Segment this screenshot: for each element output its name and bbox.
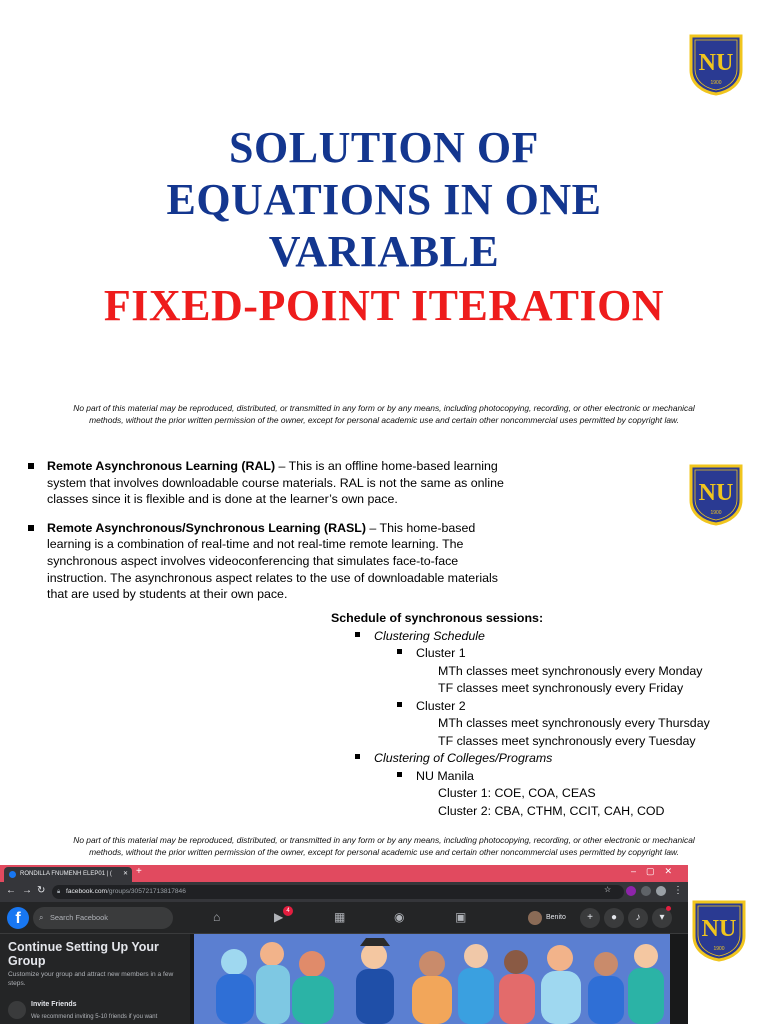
nu-logo: [687, 462, 745, 526]
messenger-icon[interactable]: ●: [604, 908, 624, 928]
gaming-icon[interactable]: ▣: [455, 910, 467, 924]
search-placeholder: Search Facebook: [50, 913, 108, 922]
schedule-detail: TF classes meet synchronously every Tuesday: [438, 733, 696, 748]
notifications-icon[interactable]: ♪: [628, 908, 648, 928]
title-line-3: VARIABLE: [268, 227, 500, 276]
logo-year: 1900: [713, 946, 725, 952]
logo-letters: NU: [701, 916, 737, 942]
nu-logo: [687, 32, 745, 96]
disclaimer-line-1: No part of this material may be reproduced, distributed, or transmitted in any form or by any means, including photocopying, recording, or other electronic or mechanical: [73, 403, 695, 413]
avatar: [528, 911, 542, 925]
window-controls[interactable]: –▢✕: [630, 866, 682, 876]
schedule-detail: MTh classes meet synchronously every Thursday: [438, 716, 710, 730]
groups-icon[interactable]: ◉: [394, 910, 405, 924]
bullet-term: Remote Asynchronous/Synchronous Learning (RASL): [47, 520, 366, 535]
profile-chip[interactable]: [528, 910, 566, 926]
notification-badge: 4: [283, 906, 293, 916]
schedule-item: Clustering of Colleges/Programs: [355, 750, 552, 767]
slide-title: [0, 122, 768, 334]
schedule-item: Cluster 2: [397, 698, 466, 715]
schedule-detail: MTh classes meet synchronously every Monday: [438, 663, 703, 678]
title-slide: [0, 0, 768, 432]
watch-icon[interactable]: ▶: [274, 910, 284, 924]
people-illustration-icon: [194, 934, 670, 1024]
square-bullet-icon: [355, 632, 360, 637]
new-tab-icon[interactable]: +: [136, 866, 142, 877]
bookmark-star-icon[interactable]: ☆: [604, 885, 612, 894]
square-bullet-icon: [355, 754, 360, 759]
invite-friends-icon[interactable]: [8, 1001, 26, 1019]
invite-friends-title[interactable]: Invite Friends: [31, 1001, 77, 1008]
square-bullet-icon: [397, 772, 402, 777]
create-icon[interactable]: +: [580, 908, 600, 928]
list-item: [28, 458, 512, 508]
facebook-favicon-icon: [9, 871, 16, 878]
browser-screenshot: [0, 865, 688, 1024]
reload-icon[interactable]: ↻: [37, 885, 46, 896]
title-line-2: EQUATIONS IN ONE: [166, 175, 602, 224]
schedule-detail: Cluster 1: COE, COA, CEAS: [438, 786, 596, 800]
panel-title: Continue Setting Up Your Group: [8, 940, 159, 968]
search-input[interactable]: [33, 907, 173, 929]
nu-shield-icon: [687, 462, 745, 526]
home-icon[interactable]: ⌂: [213, 910, 221, 924]
address-bar[interactable]: [52, 885, 624, 899]
puzzle-icon[interactable]: [641, 886, 651, 896]
facebook-logo-icon[interactable]: f: [7, 907, 29, 929]
nu-shield-icon: [690, 898, 748, 962]
logo-letters: NU: [698, 480, 734, 506]
extension-icon[interactable]: [626, 886, 636, 896]
disclaimer-line-1: No part of this material may be reproduced, distributed, or transmitted in any form or by any means, including photocopying, recording, or other electronic or mechanical: [73, 835, 695, 845]
square-bullet-icon: [28, 463, 34, 469]
search-icon: ⌕: [39, 913, 44, 922]
group-cover-image: [194, 934, 670, 1024]
learning-modes-slide: [0, 432, 768, 864]
copyright-disclaimer: [40, 402, 728, 426]
account-menu-icon[interactable]: ▾: [652, 908, 672, 928]
schedule-detail: Cluster 2: CBA, CTHM, CCIT, CAH, COD: [438, 803, 665, 818]
profile-icon[interactable]: [656, 886, 666, 896]
invite-friends-subtitle: We recommend inviting 5-10 friends if you want: [31, 1014, 158, 1020]
square-bullet-icon: [28, 525, 34, 531]
browser-tab[interactable]: [4, 867, 132, 882]
square-bullet-icon: [397, 649, 402, 654]
nu-logo: [690, 898, 748, 962]
browser-tab-bar: [0, 865, 688, 882]
bullet-term: Remote Asynchronous Learning (RAL): [47, 459, 276, 473]
nu-shield-icon: [687, 32, 745, 96]
menu-icon[interactable]: ⋮: [673, 885, 683, 896]
tab-title: RONDILLA FNUMENH ELEP01 | (: [20, 871, 112, 877]
list-item: [28, 520, 512, 603]
logo-letters: NU: [698, 50, 734, 76]
schedule-item: Cluster 1: [397, 645, 466, 662]
browser-toolbar: [0, 882, 688, 902]
close-tab-icon[interactable]: ✕: [122, 871, 128, 877]
logo-year: 1900: [710, 510, 722, 516]
slide-subtitle: FIXED-POINT ITERATION: [103, 281, 665, 330]
schedule-item: Clustering Schedule: [355, 628, 485, 645]
back-icon[interactable]: ←: [6, 885, 16, 896]
setup-panel: [0, 934, 190, 1024]
square-bullet-icon: [397, 702, 402, 707]
learning-mode-list: [28, 458, 512, 615]
schedule-item: NU Manila: [397, 768, 474, 785]
bullet-text: – This home-based learning is a combination of real-time and not real-time remote learning. The synchronous aspect involves videoconferencing that simulates face-to-face instruction. The asynchronous aspect relates to the use of downloadable materials that are used by students at their own pace.: [47, 520, 498, 602]
logo-year: 1900: [710, 80, 722, 86]
bullet-text: – This is an offline home-based learning system that involves downloadable course materials. RAL is not the same as online classes since it is flexible and is done at the learner’s own pace.: [47, 459, 504, 507]
facebook-group-slide: [0, 864, 768, 1024]
panel-subtitle: Customize your group and attract new members in a few steps.: [8, 971, 174, 987]
schedule-heading: Schedule of synchronous sessions:: [331, 611, 544, 625]
alert-dot-icon: [666, 906, 671, 911]
page-background: [670, 934, 688, 1024]
marketplace-icon[interactable]: ▦: [334, 910, 346, 924]
profile-name: Benito: [546, 914, 566, 921]
disclaimer-line-2: methods, without the prior written permission of the owner, except for personal academic use and certain other noncommercial uses permitted by copyright law.: [89, 847, 679, 857]
forward-icon[interactable]: →: [22, 885, 32, 896]
title-line-1: SOLUTION OF: [229, 123, 539, 172]
url-host: facebook.com: [66, 888, 108, 895]
facebook-header: [0, 902, 688, 934]
url-path: /groups/305721713817846: [107, 888, 186, 895]
disclaimer-line-2: methods, without the prior written permission of the owner, except for personal academic use and certain other noncommercial uses permitted by copyright law.: [89, 415, 679, 425]
lock-icon: 🔒︎: [57, 889, 61, 895]
copyright-disclaimer: [40, 834, 728, 858]
schedule-detail: TF classes meet synchronously every Friday: [438, 681, 684, 695]
